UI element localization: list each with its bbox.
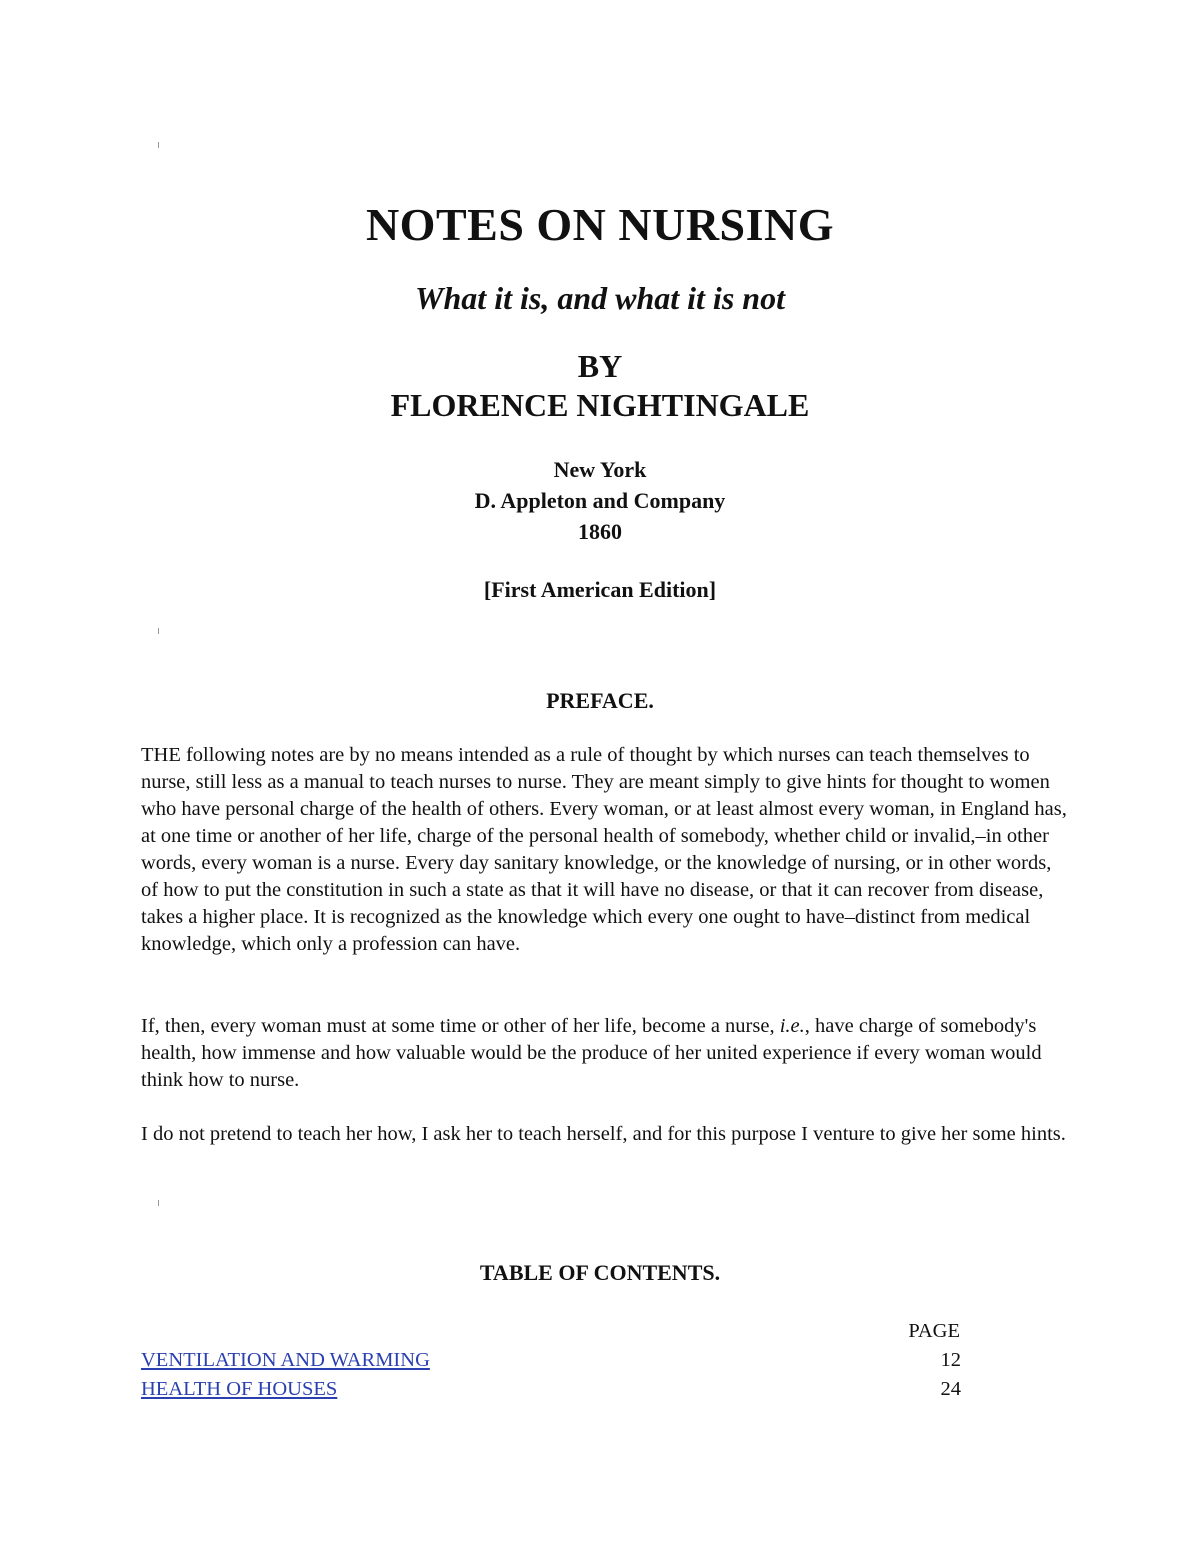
publisher-city: New York <box>553 457 647 482</box>
toc-list <box>141 1346 961 1404</box>
publication-year: 1860 <box>578 519 622 544</box>
toc-link-health-of-houses[interactable]: HEALTH OF HOUSES <box>141 1378 338 1400</box>
paragraph-text: If, then, every woman must at some time or other of her life, become a nurse, <box>141 1015 780 1037</box>
toc-entry <box>141 1375 961 1404</box>
publisher-name: D. Appleton and Company <box>474 488 726 513</box>
page-marker <box>158 628 159 634</box>
toc-page-number: 12 <box>940 1349 961 1371</box>
book-title: NOTES ON NURSING <box>365 199 835 250</box>
preface-paragraph-1: THE following notes are by no means intended as a rule of thought by which nurses can teach themselves to nurse, still less as a manual to teach nurses to nurse. They are meant simply to give hints for thought to women who have personal charge of the health of others. Every woman, or at least almost every woman, in England has, at one time or another of her life, charge of the personal health of somebody, whether child or invalid,–in other words, every woman is a nurse. Every day sanitary knowledge, or the knowledge of nursing, or in other words, of how to put the constitution in such a state as that it will have no disease, or that it can recover from disease, takes a higher place. It is recognized as the knowledge which every one ought to have–distinct from medical knowledge, which only a profession can have. <box>141 744 1067 955</box>
byline: BY <box>577 348 623 384</box>
toc-heading: TABLE OF CONTENTS. <box>479 1260 721 1285</box>
author-name: FLORENCE NIGHTINGALE <box>390 387 810 423</box>
page-marker <box>158 1200 159 1206</box>
preface-heading: PREFACE. <box>546 688 654 713</box>
toc-page-label: PAGE <box>908 1320 960 1342</box>
preface-paragraph-3: I do not pretend to teach her how, I ask her to teach herself, and for this purpose I venture to give her some hints. <box>141 1123 1066 1145</box>
toc-entry <box>141 1346 961 1375</box>
italic-abbreviation: i.e. <box>779 1015 805 1037</box>
toc-link-ventilation[interactable]: VENTILATION AND WARMING <box>141 1349 430 1371</box>
paragraph-text: , have charge of somebody's health, how immense and how valuable would be the produce of her united experience if every woman would think how to nurse. <box>141 1015 1042 1091</box>
edition-note: [First American Edition] <box>483 577 717 602</box>
toc-page-number: 24 <box>940 1378 961 1400</box>
preface-paragraph-2 <box>141 1013 1071 1094</box>
book-subtitle: What it is, and what it is not <box>415 280 785 316</box>
page-marker <box>158 142 159 148</box>
